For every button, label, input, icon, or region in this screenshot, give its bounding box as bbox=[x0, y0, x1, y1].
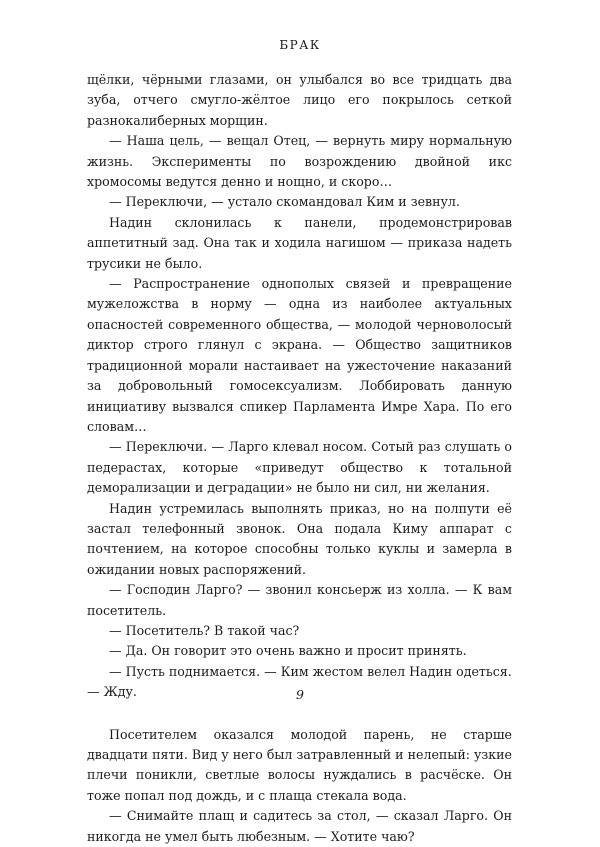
paragraph: — Снимайте плащ и садитесь за стол, — сказал Ларго. Он никогда не умел быть любезным. — Хотите чаю? bbox=[87, 808, 512, 844]
paragraph: — Распространение однополых связей и превращение мужеложства в норму — одна из наиболее актуальных опасностей современного общества, — молодой черноволосый диктор строго глянул с экрана. — Общество защитников традиционной морали настаивает на ужесточение наказаний за добровольный гомосексуализм. Лоббировать данную инициативу вызвался спикер Парламента Имре Хара. По его словам… bbox=[87, 276, 512, 434]
paragraph: — Пусть поднимается. — Ким жестом велел Надин одеться. — Жду. bbox=[87, 663, 512, 700]
paragraph: Надин склонилась к панели, продемонстрировав аппетитный зад. Она так и ходила нагишом — приказа надеть трусики не было. bbox=[87, 214, 512, 271]
paragraph: щёлки, чёрными глазами, он улыбался во все тридцать два зуба, отчего смугло-жёлтое лицо его покрылось сеткой разнокалиберных морщин. bbox=[87, 72, 512, 128]
paragraph: — Наша цель, — вещал Отец, — вернуть миру нормальную жизнь. Эксперименты по возрождению двойной икс хромосомы ведутся денно и нощно, и скоро… bbox=[87, 133, 512, 190]
paragraph: — Переключи. — Ларго клевал носом. Сотый раз слушать о педерастах, которые «приведут общество к тотальной деморализации и деградации» не было ни сил, ни желания. bbox=[87, 439, 512, 496]
paragraph: — Да. Он говорит это очень важно и просит принять. bbox=[109, 643, 467, 659]
running-head: БРАК bbox=[279, 38, 321, 52]
body-text bbox=[87, 70, 512, 847]
paragraph: Надин устремилась выполнять приказ, но на полпути её застал телефонный звонок. Она подала Киму аппарат с почтением, на которое способны только куклы и замерла в ожидании новых распоряжений. bbox=[87, 500, 512, 577]
paragraph: — Переключи, — устало скомандовал Ким и зевнул. bbox=[109, 194, 460, 210]
paragraph: — Посетитель? В такой час? bbox=[109, 622, 300, 638]
section-break bbox=[87, 703, 512, 725]
paragraph: — Господин Ларго? — звонил консьерж из холла. — К вам посетитель. bbox=[87, 582, 512, 618]
paragraph: Посетителем оказался молодой парень, не старше двадцати пяти. Вид у него был затравленный и нелепый: узкие плечи поникли, светлые волосы нуждались в расчёске. Он тоже попал под дождь, и с плаща стекала вода. bbox=[87, 726, 512, 803]
page-number: 9 bbox=[296, 687, 304, 702]
